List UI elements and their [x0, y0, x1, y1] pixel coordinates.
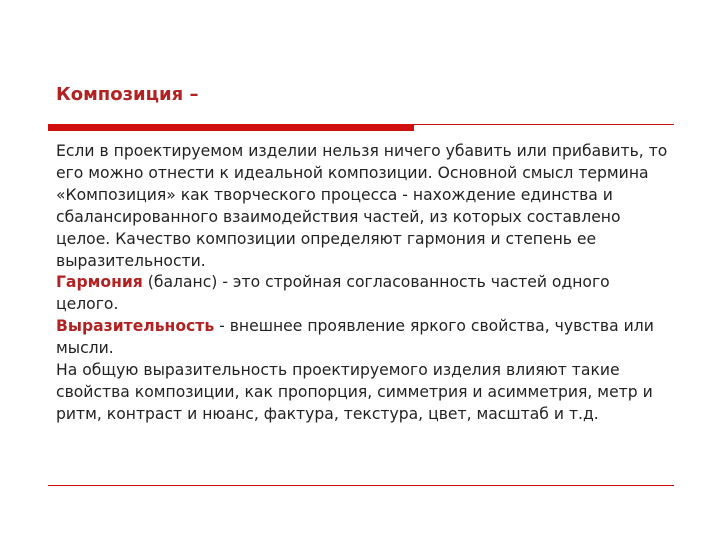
harmony-term: Гармония	[56, 273, 143, 292]
harmony-definition: (баланс) - это стройная согласованность частей одного целого.	[56, 273, 610, 314]
slide-title: Композиция –	[56, 84, 199, 105]
expressiveness-definition: - внешнее проявление яркого свойства, чувства или мысли.	[56, 317, 654, 358]
harmony-paragraph	[56, 272, 676, 316]
intro-paragraph: Если в проектируемом изделии нельзя ничего убавить или прибавить, то его можно отнести к идеальной композиции. Основной смысл термина «Композиция» как творческого процесса - нахождение единства и сбалансированного взаимодействия частей, из которых составлено целое. Качество композиции определяют гармония и степень ее выразительности.	[56, 142, 668, 270]
title-underline-thick	[48, 124, 414, 131]
bottom-divider	[48, 485, 674, 486]
closing-paragraph: На общую выразительность проектируемого изделия влияют такие свойства композиции, как пропорция, симметрия и асимметрия, метр и ритм, контраст и нюанс, фактура, текстура, цвет, масштаб и т.д.	[56, 361, 653, 423]
expressiveness-term: Выразительность	[56, 317, 215, 336]
title-underline-thin	[414, 124, 674, 125]
expressiveness-paragraph	[56, 316, 676, 360]
slide-body	[56, 141, 676, 426]
